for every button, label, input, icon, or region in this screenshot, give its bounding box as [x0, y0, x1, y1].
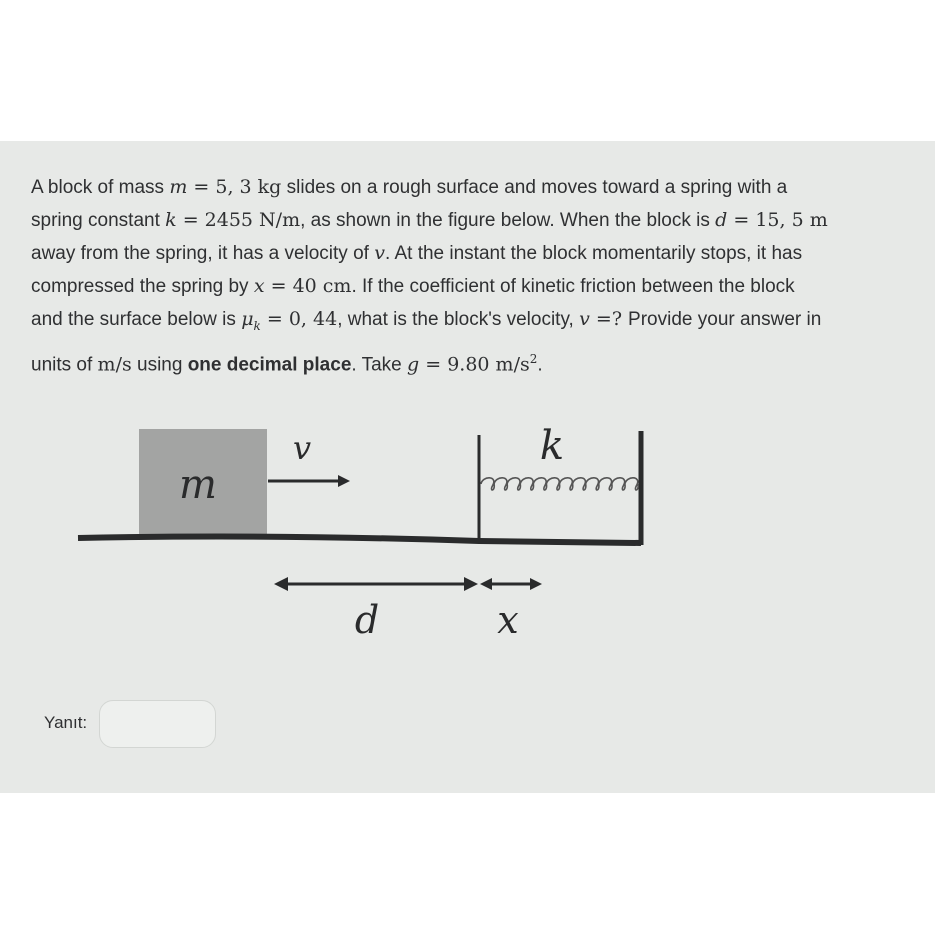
question-segment: v — [579, 308, 590, 330]
question-line — [31, 270, 911, 303]
answer-input[interactable] — [99, 700, 216, 748]
question-segment: and the surface below is — [31, 309, 242, 330]
spring-label: k — [539, 423, 565, 469]
question-segment: compressed the spring by — [31, 276, 254, 297]
question-segment: A block of mass — [31, 177, 170, 198]
question-segment: = — [419, 353, 448, 376]
answer-label: Yanıt: — [44, 713, 88, 732]
distance-arrowhead-right — [464, 577, 478, 591]
question-line — [31, 343, 911, 381]
question-segment: 9.80 m/s — [447, 353, 530, 376]
question-text — [31, 171, 911, 381]
question-segment: = — [260, 308, 289, 330]
compression-arrowhead-right — [530, 578, 542, 590]
question-panel — [0, 141, 935, 793]
question-segment: 0, 44 — [288, 308, 338, 330]
physics-figure — [70, 423, 670, 643]
question-segment: k — [253, 318, 261, 333]
question-segment: . If the coefficient of kinetic friction between the block — [351, 276, 795, 297]
question-segment: = — [727, 209, 756, 231]
question-segment: . — [537, 354, 543, 376]
question-line — [31, 204, 911, 237]
question-segment: . Take — [351, 354, 408, 376]
question-segment: , what is the block's velocity, — [337, 309, 580, 330]
question-segment: units of — [31, 354, 98, 376]
question-segment: , as shown in the figure below. When the block is — [300, 210, 716, 231]
question-segment: g — [407, 353, 420, 376]
question-segment: 2455 N/m — [204, 209, 301, 231]
question-segment: =? — [589, 308, 629, 330]
question-line — [31, 237, 911, 270]
distance-arrowhead-left — [274, 577, 288, 591]
question-segment: d — [715, 209, 728, 231]
question-segment: 15, 5 m — [755, 209, 828, 231]
question-segment: one decimal place — [187, 354, 352, 376]
ground-line — [78, 537, 641, 543]
compression-label: x — [497, 598, 519, 642]
compression-arrowhead-left — [480, 578, 492, 590]
question-line — [31, 303, 911, 343]
question-segment: away from the spring, it has a velocity of — [31, 243, 375, 264]
question-segment: Provide your answer in — [628, 309, 822, 330]
question-segment: m — [169, 176, 188, 198]
question-segment: μ — [241, 308, 254, 330]
question-segment: = — [176, 209, 205, 231]
spring-coil — [481, 478, 638, 490]
question-segment: using — [131, 354, 188, 376]
question-segment: = — [264, 275, 293, 297]
question-segment: v — [374, 242, 385, 264]
velocity-arrowhead — [338, 475, 350, 487]
question-segment: spring constant — [31, 210, 166, 231]
question-segment: 5, 3 kg — [215, 176, 282, 198]
velocity-label: v — [292, 429, 312, 467]
question-segment: 40 cm — [292, 275, 352, 297]
question-line — [31, 171, 911, 204]
question-segment: x — [253, 275, 265, 297]
distance-label: d — [354, 598, 380, 642]
question-segment: 2 — [529, 351, 538, 366]
question-segment: . At the instant the block momentarily stops, it has — [384, 243, 803, 264]
question-segment: m/s — [97, 353, 132, 376]
question-segment: k — [165, 209, 177, 231]
question-segment: slides on a rough surface and moves toward a spring with a — [281, 177, 788, 198]
question-segment: = — [187, 176, 216, 198]
mass-label: m — [179, 462, 217, 508]
